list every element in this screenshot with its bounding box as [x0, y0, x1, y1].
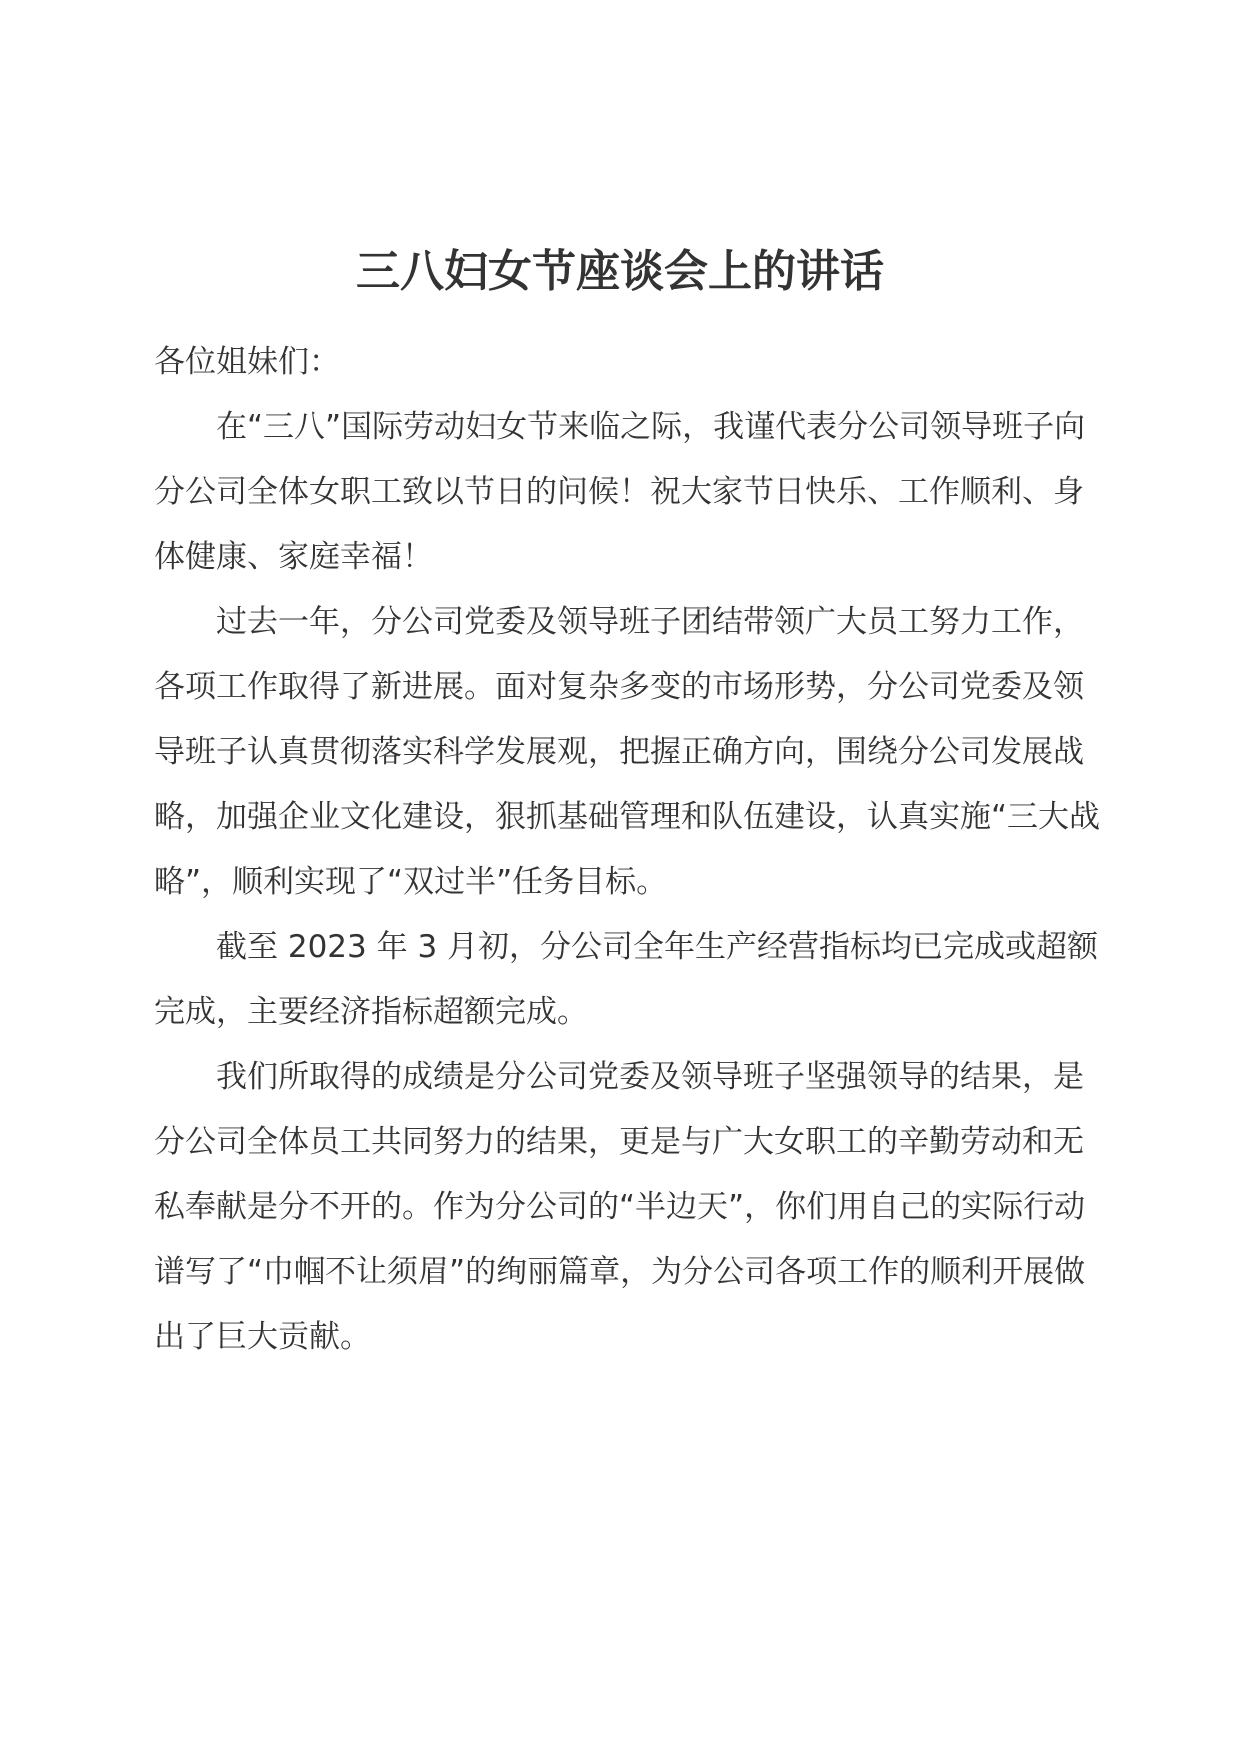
- paragraph-indicators: 截至 2023 年 3 月初，分公司全年生产经营指标均已完成或超额完成，主要经济指标超额完成。: [154, 929, 1099, 1030]
- paragraph-achievements: 我们所取得的成绩是分公司党委及领导班子坚强领导的结果，是分公司全体员工共同努力的结果，更是与广大女职工的辛勤劳动和无私奉献是分不开的。作为分公司的“半边天”，你们用自己的实际行动谱写了“巾帼不让须眉”的绚丽篇章，为分公司各项工作的顺利开展做出了巨大贡献。: [154, 1059, 1086, 1355]
- document-title: 三八妇女节座谈会上的讲话: [356, 246, 884, 297]
- document-body: [154, 330, 1114, 1370]
- paragraph-greeting: 在“三八”国际劳动妇女节来临之际，我谨代表分公司领导班子向分公司全体女职工致以节日的问候！祝大家节日快乐、工作顺利、身体健康、家庭幸福！: [154, 409, 1086, 575]
- salutation: 各位姐妹们：: [154, 344, 340, 380]
- paragraph-past-year: 过去一年，分公司党委及领导班子团结带领广大员工努力工作，各项工作取得了新进展。面对复杂多变的市场形势，分公司党委及领导班子认真贯彻落实科学发展观，把握正确方向，围绕分公司发展战略，加强企业文化建设，狠抓基础管理和队伍建设，认真实施“三大战略”，顺利实现了“双过半”任务目标。: [154, 604, 1101, 900]
